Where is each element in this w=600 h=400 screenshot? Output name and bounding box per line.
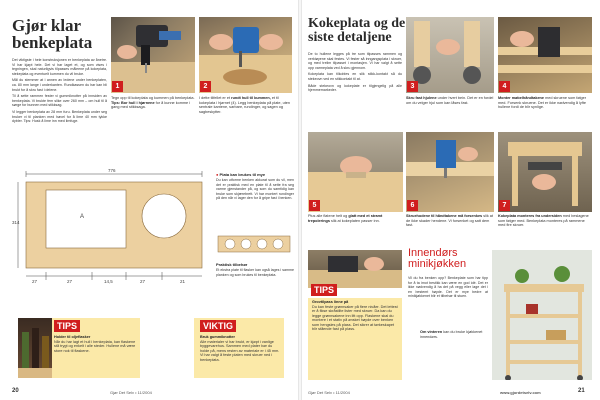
plank-drawing bbox=[216, 232, 292, 256]
page-number-left: 20 bbox=[12, 388, 19, 394]
dimension-height: 314 bbox=[12, 220, 20, 225]
dimension-bottom-2: 27 bbox=[67, 279, 73, 284]
side-note-heading: ● Plata kan brukes til mye bbox=[216, 172, 266, 177]
left-title: Gjør klar benkeplata bbox=[12, 16, 93, 52]
innendors-text: Vil du fra benken opp? Benkeplate som har tipp for å ta imot bestikk kan være en god idé. Det er ikke nødvendig å ha det på vegg eller lage det i en bestemt høyde. Det er mye bedre at minikjøkkenet blir et tilbehør til stuen. bbox=[408, 276, 488, 299]
tips-box-right bbox=[308, 250, 402, 380]
step-number-1: 1 bbox=[112, 81, 123, 92]
innendors-title: Innendørs minikjøkken bbox=[408, 247, 467, 270]
step-number-5: 5 bbox=[309, 200, 320, 211]
page-gutter bbox=[298, 0, 302, 400]
caption-step-5: Plus alle flatene helt og glatt med et stramt trepolerings slik at kokeplaten passer inn. bbox=[308, 214, 383, 223]
photo-sanding bbox=[308, 132, 403, 212]
footer-right-left: Gjør Det Selv • 11/2004 bbox=[308, 390, 350, 395]
caption-step-3: Skru fast hjulene under hvert bein. Det er en fordel om du velger hjul som kan låses fast. bbox=[406, 96, 494, 105]
step-number-6: 6 bbox=[407, 200, 418, 211]
photo-sawing-hole bbox=[199, 17, 292, 93]
step-number-4: 4 bbox=[499, 81, 510, 92]
photo-screw-heads bbox=[406, 132, 494, 212]
step-number-3: 3 bbox=[407, 81, 418, 92]
photo-oil-bottles bbox=[18, 318, 52, 378]
photo-tips-right bbox=[308, 250, 402, 288]
caption-step-7: Kokeplata monteres fra undersiden med beslagene som følger med. Benkeplata monteres på rammene med fire skruer. bbox=[498, 214, 589, 227]
dimension-bottom-4: 27 bbox=[140, 279, 146, 284]
photo-wheels bbox=[406, 17, 494, 93]
tips-box-left bbox=[18, 318, 140, 378]
photo-cooktop-mounting bbox=[498, 132, 592, 212]
tips-content-left: Holder til oljeflasker Når du har lagt et hull i benkeplata, kan flaskene stå trygt og enkelt i alle steder. Hullene må være store nok til flaskene. bbox=[54, 335, 136, 353]
dimension-bottom-1: 27 bbox=[32, 279, 38, 284]
viktig-label: VIKTIG bbox=[200, 320, 236, 332]
footer-left: Gjør Det Selv • 11/2004 bbox=[110, 390, 152, 395]
dimension-bottom-3: 14,5 bbox=[104, 279, 113, 284]
footer-website: www.gjordetselv.com bbox=[500, 390, 541, 395]
innendors-caption: Om vinteren kan du bruke kjøkkenet innendørs. bbox=[420, 330, 483, 339]
step-number-7: 7 bbox=[499, 200, 510, 211]
caption-step-6: Skruehodene til håndtakene må forsenkes slik at de ikke skader hendene. Vi forsenket og satt dem fast. bbox=[406, 214, 493, 227]
photo-handles bbox=[498, 17, 592, 93]
page-number-right: 21 bbox=[578, 388, 585, 394]
right-title: Kokeplata og de siste detaljene bbox=[308, 16, 406, 45]
caption-step-1: Tegn opp til kokeplata og kummen på benkeplata. Tips: Bor hull i hjørnene for å kunne komme i gang med stikksaga. bbox=[111, 96, 195, 109]
side-note-subtext: Et ekstra plate til flasker kan også lages i samme planken og som brukes til benkeplata. bbox=[216, 268, 294, 277]
side-note-subheading: Praktisk tilbehør bbox=[216, 262, 248, 267]
right-body-text: De to hullene legges på tre som tilpasses rammen og verktøyene skal festes. Vi fester så inngangsplata i skruer, og med trelim tilpasset i montasjen. Vi har valgt å sette opp varmeplata ved å skru gjennom. Kokeplata kan tilkobles en slik stikk-kontakt så du stekeovn ved en stikkontakt til at. Både stekeovn og kokeplate er tilgjengelig på alle hjemmemarkeder. bbox=[308, 52, 402, 93]
photo-indoor-minikitchen bbox=[492, 250, 592, 380]
step-number-2: 2 bbox=[200, 81, 211, 92]
viktig-content: Bruk gummiknotter Alle materialer vi har brukt, er kjøpt i vanlige byggevarehus. Sammen med plater bør du holde på, mens resten av materiale er i 45 mm. Vi har valgt å feste platen med skruer ned i benkeplata. bbox=[200, 335, 280, 362]
dimension-width: 776 bbox=[108, 168, 116, 173]
viktig-box bbox=[194, 318, 284, 378]
caption-step-2: I dette tilfellet er et rundt hull til kummen, et til kokeplata i hjørnet (4). Legg benkeplata på plate, uten sentrale kantene, sarbare, rundinger, og sagen og sagbeskytter. bbox=[199, 96, 290, 114]
tips-label-left: TIPS bbox=[54, 320, 80, 332]
benchtop-diagram bbox=[12, 168, 208, 286]
photo-drilling-benchtop bbox=[111, 17, 195, 93]
diagram-letter: A bbox=[80, 214, 85, 220]
left-body-text: Det viktigste i hele konstruksjonen er benkeplata av ånetre. Vi har kjøpt hele. Det vi har laget et, og som vises i tegningen, skal naturligvis tilpasses måleene på kokeplata, stekeplata og eventuelt kummen du vil bruke. Mål du stemmer at i annen av ledene under benkeplaten, ca. 80 mm lange i underkanten. Rundkassen du har kan bli brukt for å skru fast i delene. Til å sette rammen fester vi gummiknotter på innsiden av benkeplata. Vi brukte fem slike over 260 mm – om hull til å sørge for bunnen med stikksag. Vi legger benkeplata av 28 mm furu. Benkeplata under seg bruker vi til planken med høvel for å lime 40 mm tykke dybler. Tips: Husk å lime inn med limfuge. bbox=[12, 58, 107, 124]
dimension-bottom-5: 21 bbox=[180, 279, 186, 284]
tips-label-right: TIPS bbox=[311, 284, 337, 296]
caption-step-4: Monter møbelhåndtakene med skruene som følger med. Forsenk skruene. Det er ikke nødvendig å lyfte hullene fordi de blir synlige. bbox=[498, 96, 587, 109]
tips-content-right: Grovtilpass linne på Du kan feste grønnsaker på flere nivåer. Det lettest er å fikse skråstilte lister med skruer. Da kan du legge grønnsakene inn litt opp. Flaskene skal du montere i et stativ på ønsket høyde over benken som hengsles på plass. Det sikrer at tørkeskapet blir stående fast på plass. bbox=[312, 300, 398, 331]
side-note-text: Du kan utforme benken akkurat som du vil, men det er praktisk med en plate til å sette fra seg varme gjenstander på, og som du samtidig kan bruke som skjærebrett. Vi har montert rundinger på den når vi lager den for å gripe fast i benken. bbox=[216, 178, 294, 201]
